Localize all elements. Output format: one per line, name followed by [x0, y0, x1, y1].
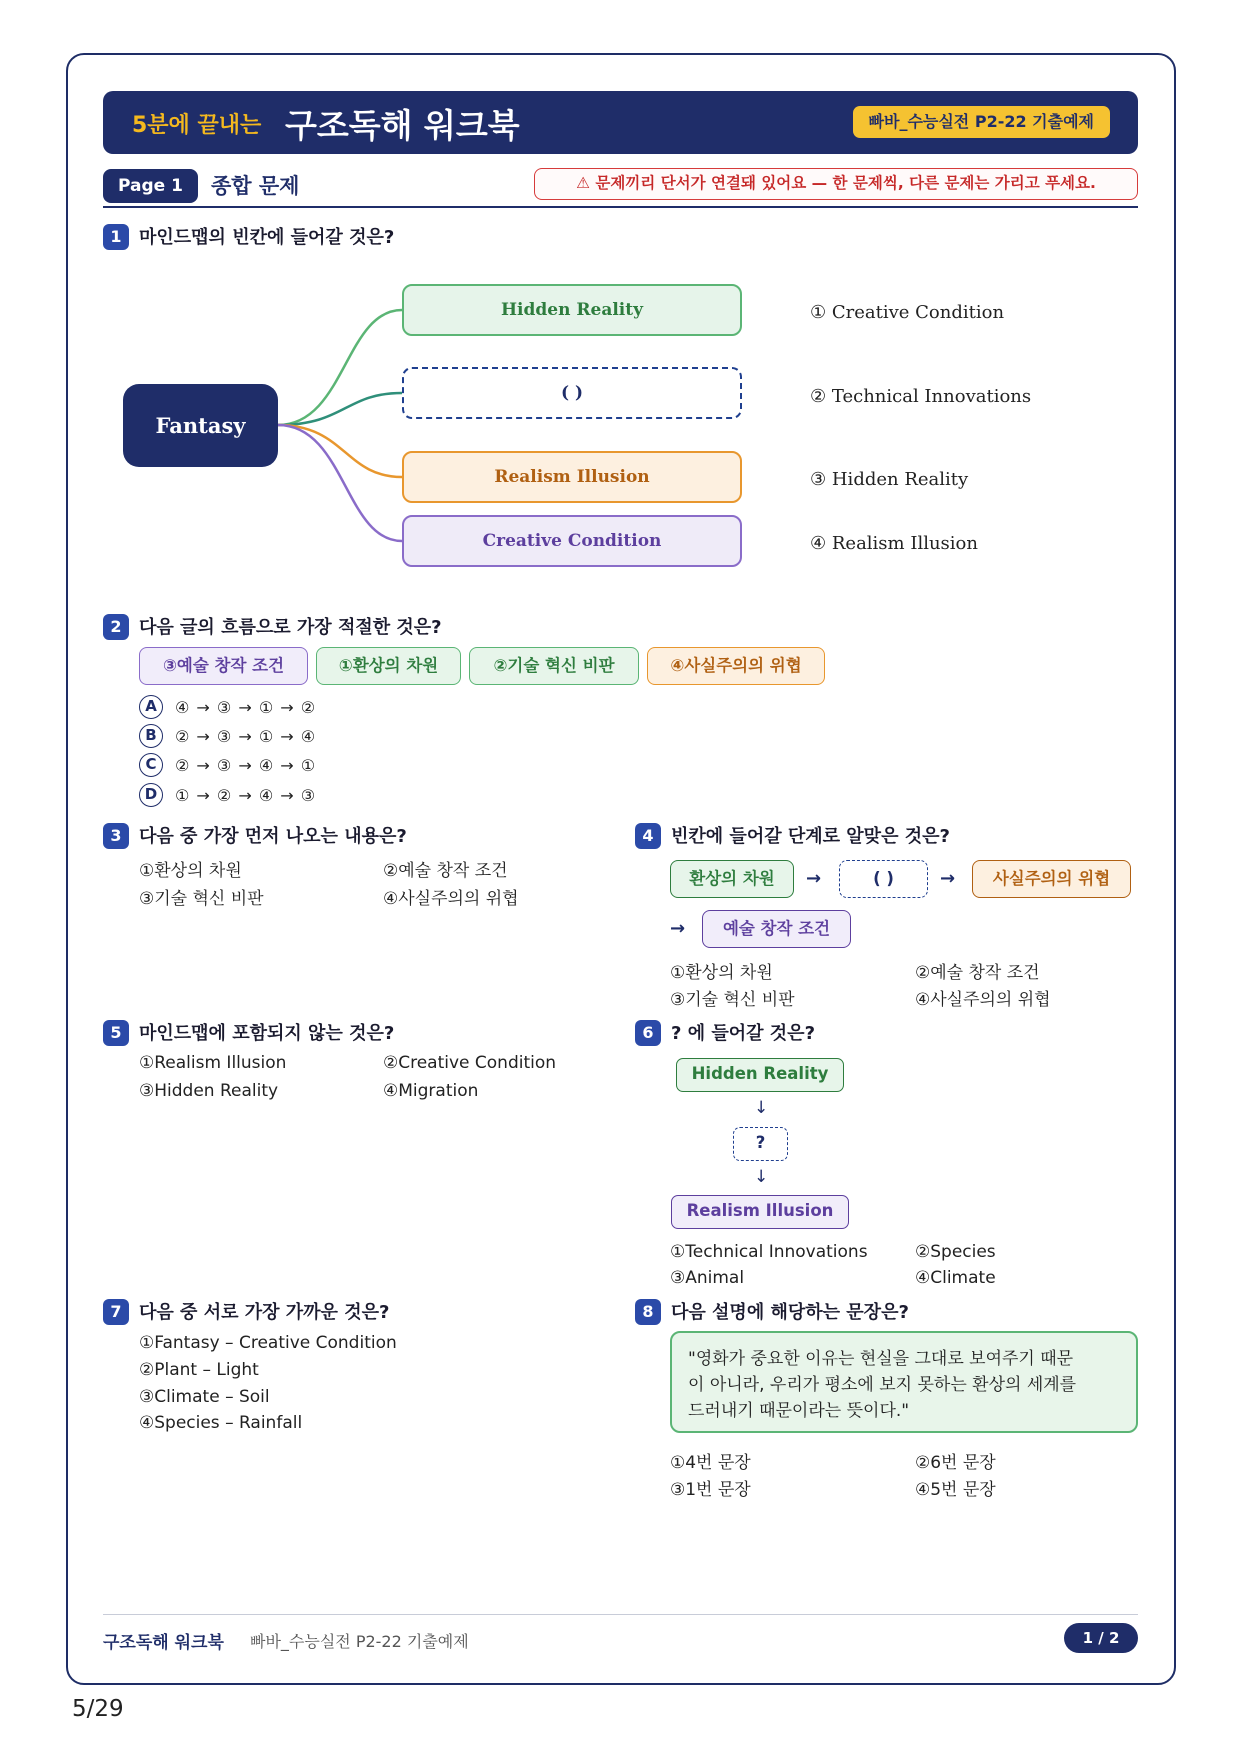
mindmap-node-hidden-reality: Hidden Reality [402, 284, 742, 336]
q8-option-2[interactable]: ②6번 문장 [915, 1453, 996, 1473]
q2-chip-art-creation: ③예술 창작 조건 [139, 647, 308, 685]
connector-creative-condition [278, 425, 402, 541]
mindmap-root: Fantasy [123, 384, 278, 467]
q6-option-1[interactable]: ①Technical Innovations [670, 1242, 868, 1262]
q3-option-1[interactable]: ①환상의 차원 [139, 861, 242, 881]
question-number-7: 7 [103, 1299, 129, 1325]
connector-realism-illusion [278, 425, 402, 477]
q8-quote-line-1: "영화가 중요한 이유는 현실을 그대로 보여주기 때문 [688, 1349, 1074, 1369]
choice-seq-d: ① → ② → ④ → ③ [175, 785, 317, 805]
question-text-7: 다음 중 서로 가장 가까운 것은? [139, 1302, 390, 1323]
q4-arrow-3: → [670, 918, 686, 939]
footer-page-indicator: 1 / 2 [1064, 1623, 1138, 1653]
question-text-4: 빈칸에 들어갈 단계로 알맞은 것은? [671, 826, 950, 847]
q2-chip-tech-criticism: ②기술 혁신 비판 [469, 647, 639, 685]
q3-option-3[interactable]: ③기술 혁신 비판 [139, 889, 264, 909]
q6-arrow-down-1: ↓ [754, 1098, 769, 1118]
q8-option-3[interactable]: ③1번 문장 [670, 1480, 751, 1500]
q4-option-1[interactable]: ①환상의 차원 [670, 963, 773, 983]
q5-option-2[interactable]: ②Creative Condition [383, 1053, 557, 1073]
q2-choice-b[interactable] [139, 724, 316, 750]
q4-step-fantasy-dimension: 환상의 차원 [670, 860, 794, 898]
q2-choice-d[interactable] [139, 783, 316, 809]
document-page-counter: 5/29 [72, 1696, 124, 1722]
choice-letter-b: B [139, 724, 163, 748]
question-number-1: 1 [103, 224, 129, 250]
q2-choice-c[interactable] [139, 753, 316, 779]
q6-option-4[interactable]: ④Climate [915, 1268, 996, 1288]
q4-arrow-2: → [940, 868, 956, 889]
mindmap-node-creative-condition: Creative Condition [402, 515, 742, 567]
q8-quote-line-3: 드러내기 때문이라는 뜻이다." [688, 1401, 910, 1421]
footer-subtitle: 빠바_수능실전 P2-22 기출예제 [250, 1632, 469, 1651]
warning-banner: ⚠ 문제끼리 단서가 연결돼 있어요 — 한 문제씩, 다른 문제는 가리고 푸세요. [534, 168, 1138, 200]
q8-quote-line-2: 이 아니라, 우리가 평소에 보지 못하는 환상의 세계를 [688, 1375, 1077, 1395]
q7-option-3[interactable]: ③Climate – Soil [139, 1387, 270, 1407]
q2-chip-realism-threat: ④사실주의의 위협 [647, 647, 825, 685]
q4-step-blank: ( ) [839, 860, 928, 898]
header-source-tag: 빠바_수능실전 P2-22 기출예제 [853, 106, 1110, 138]
q6-top-node: Hidden Reality [676, 1058, 844, 1092]
q2-choice-a[interactable] [139, 695, 316, 721]
header-small-title: 5분에 끝내는 [132, 113, 262, 138]
q3-option-4[interactable]: ④사실주의의 위협 [383, 889, 519, 909]
question-text-5: 마인드맵에 포함되지 않는 것은? [139, 1023, 395, 1044]
choice-letter-d: D [139, 783, 163, 807]
choice-letter-a: A [139, 695, 163, 719]
connector-hidden-reality [278, 310, 402, 425]
section-title: 종합 문제 [211, 174, 300, 198]
question-text-8: 다음 설명에 해당하는 문장은? [671, 1302, 909, 1323]
question-text-1: 마인드맵의 빈칸에 들어갈 것은? [139, 227, 395, 248]
q1-option-1[interactable]: ① Creative Condition [810, 302, 1005, 323]
question-number-8: 8 [635, 1299, 661, 1325]
footer-divider [103, 1614, 1138, 1615]
q5-option-4[interactable]: ④Migration [383, 1081, 479, 1101]
footer-title: 구조독해 워크북 [103, 1633, 224, 1653]
q8-option-4[interactable]: ④5번 문장 [915, 1480, 996, 1500]
question-text-6: ? 에 들어갈 것은? [671, 1023, 816, 1044]
connector-blank [278, 393, 402, 425]
q5-option-3[interactable]: ③Hidden Reality [139, 1081, 279, 1101]
q4-option-4[interactable]: ④사실주의의 위협 [915, 990, 1051, 1010]
q6-option-2[interactable]: ②Species [915, 1242, 996, 1262]
choice-seq-c: ② → ③ → ④ → ① [175, 755, 317, 775]
q3-option-2[interactable]: ②예술 창작 조건 [383, 861, 508, 881]
question-number-3: 3 [103, 823, 129, 849]
question-number-5: 5 [103, 1020, 129, 1046]
question-number-6: 6 [635, 1020, 661, 1046]
q6-bottom-node: Realism Illusion [671, 1195, 849, 1229]
q5-option-1[interactable]: ①Realism Illusion [139, 1053, 287, 1073]
mindmap-node-blank: ( ) [402, 367, 742, 419]
q8-quote-box [670, 1331, 1138, 1433]
q1-option-3[interactable]: ③ Hidden Reality [810, 469, 969, 490]
question-text-2: 다음 글의 흐름으로 가장 적절한 것은? [139, 617, 442, 638]
q4-arrow-1: → [806, 868, 822, 889]
q6-option-3[interactable]: ③Animal [670, 1268, 745, 1288]
q6-unknown-node: ? [733, 1127, 788, 1161]
q4-option-2[interactable]: ②예술 창작 조건 [915, 963, 1040, 983]
q2-chip-fantasy-dimension: ①환상의 차원 [316, 647, 461, 685]
q7-option-1[interactable]: ①Fantasy – Creative Condition [139, 1333, 397, 1353]
header-title: 구조독해 워크북 [285, 106, 520, 145]
q4-step-realism-threat: 사실주의의 위협 [972, 860, 1131, 898]
q6-arrow-down-2: ↓ [754, 1167, 769, 1187]
q1-option-4[interactable]: ④ Realism Illusion [810, 533, 978, 554]
q8-option-1[interactable]: ①4번 문장 [670, 1453, 751, 1473]
q7-option-4[interactable]: ④Species – Rainfall [139, 1413, 303, 1433]
q4-step-art-creation: 예술 창작 조건 [702, 910, 851, 948]
mindmap-node-realism-illusion: Realism Illusion [402, 451, 742, 503]
question-text-3: 다음 중 가장 먼저 나오는 내용은? [139, 826, 407, 847]
q1-option-2[interactable]: ② Technical Innovations [810, 386, 1032, 407]
q7-option-2[interactable]: ②Plant – Light [139, 1360, 259, 1380]
choice-seq-b: ② → ③ → ① → ④ [175, 726, 317, 746]
question-number-2: 2 [103, 614, 129, 640]
choice-seq-a: ④ → ③ → ① → ② [175, 697, 317, 717]
choice-letter-c: C [139, 753, 163, 777]
q4-option-3[interactable]: ③기술 혁신 비판 [670, 990, 795, 1010]
page-badge: Page 1 [103, 169, 198, 203]
question-number-4: 4 [635, 823, 661, 849]
